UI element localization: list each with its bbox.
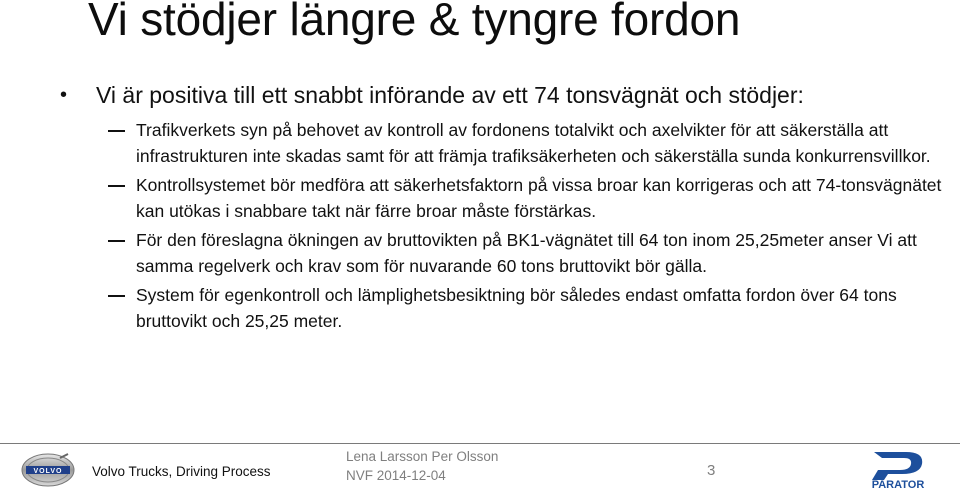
sub-bullet-text: För den föreslagna ökningen av bruttovikten på BK1-vägnätet till 64 ton inom 25,25meter anser Vi att samma regelverk och krav som för nuvarande 60 tons bruttovikt bör gälla. xyxy=(136,230,917,276)
sub-bullet xyxy=(108,228,948,279)
footer-divider xyxy=(0,443,960,444)
footer-date: NVF 2014-12-04 xyxy=(346,468,446,483)
bullet-dot-icon: • xyxy=(60,84,68,106)
sub-bullet-text: System för egenkontroll och lämplighetsbesiktning bör således endast omfatta fordon över 64 tons bruttovikt och 25,25 meter. xyxy=(136,285,897,331)
sub-bullet-text: Kontrollsystemet bör medföra att säkerhetsfaktorn på vissa broar kan korrigeras och att 74-tonsvägnätet kan utökas i snabbare takt när färre broar måste förstärkas. xyxy=(136,175,942,221)
parator-logo xyxy=(854,448,942,490)
parator-text: PARATOR xyxy=(871,479,925,490)
svg-text:VOLVO: VOLVO xyxy=(33,468,63,475)
sub-bullet xyxy=(108,173,948,224)
dash-icon xyxy=(108,185,125,187)
sub-bullet xyxy=(108,118,948,169)
sub-bullet-list xyxy=(108,118,948,338)
footer-author: Lena Larsson Per Olsson xyxy=(346,449,499,464)
dash-icon xyxy=(108,295,125,297)
dash-icon xyxy=(108,240,125,242)
slide-title: Vi stödjer längre & tyngre fordon xyxy=(88,0,741,45)
dash-icon xyxy=(108,130,125,132)
footer-organization: Volvo Trucks, Driving Process xyxy=(92,464,271,479)
volvo-logo xyxy=(20,452,76,488)
page-number: 3 xyxy=(707,462,716,479)
sub-bullet-text: Trafikverkets syn på behovet av kontroll av fordonens totalvikt och axelvikter för att säkerställa att infrastrukturen inte skadas samt för att främja trafiksäkerheten och säkerställa sunda konkurrensvillkor. xyxy=(136,120,931,166)
sub-bullet xyxy=(108,283,948,334)
main-bullet-text: Vi är positiva till ett snabbt införande av ett 74 tonsvägnät och stödjer: xyxy=(96,82,804,108)
